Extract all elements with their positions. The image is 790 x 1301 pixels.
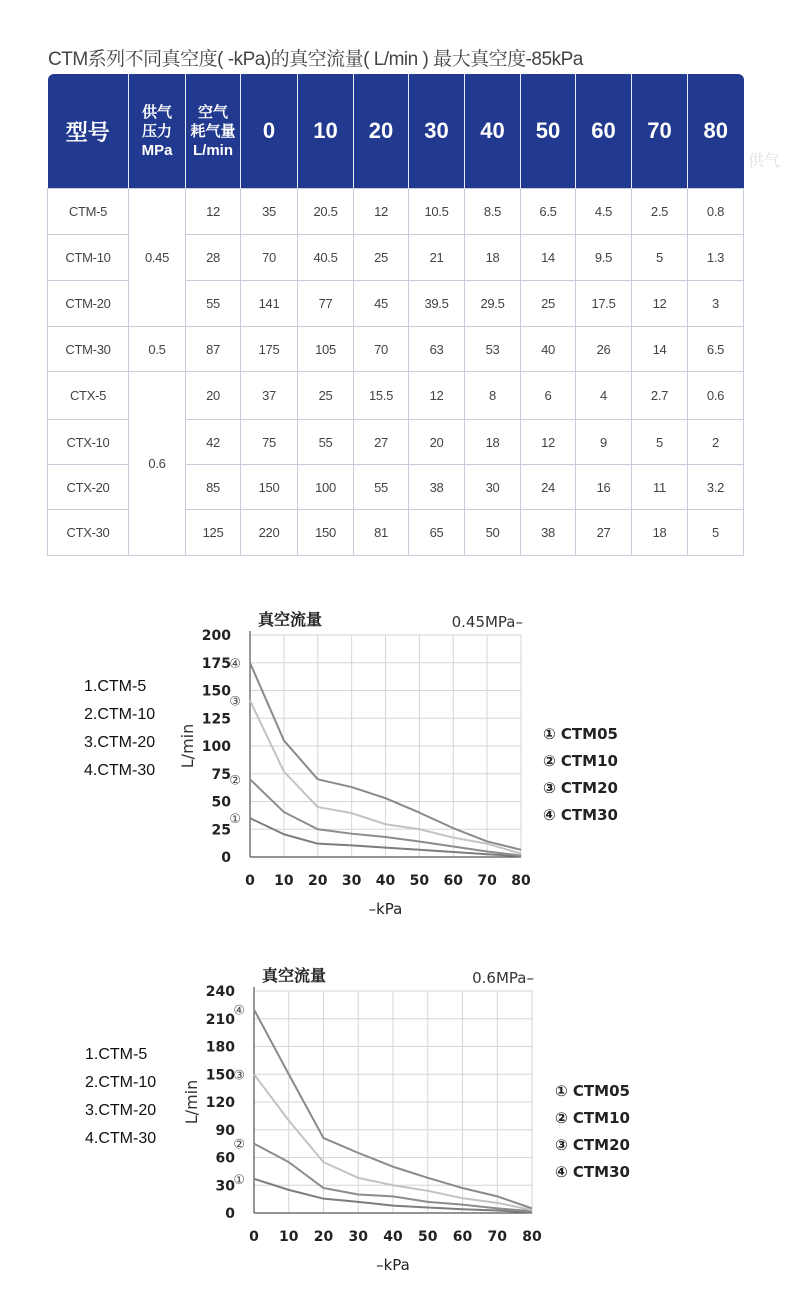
flow-value-cell: 55	[354, 465, 409, 510]
header-vacuum-level: 10	[298, 74, 354, 189]
flow-value-cell: 25	[521, 281, 576, 327]
flow-value-cell: 14	[632, 327, 688, 372]
air-consumption-cell: 12	[186, 189, 241, 235]
y-tick-label: 0	[221, 850, 231, 866]
model-cell: CTX-20	[48, 465, 129, 510]
flow-value-cell: 30	[465, 465, 521, 510]
flow-value-cell: 5	[632, 420, 688, 465]
flow-value-cell: 2.5	[632, 189, 688, 235]
flow-value-cell: 12	[632, 281, 688, 327]
flow-value-cell: 12	[354, 189, 409, 235]
flow-value-cell: 14	[521, 235, 576, 281]
y-tick-label: 30	[215, 1178, 235, 1195]
y-tick-label: 75	[211, 766, 231, 783]
header-vacuum-level: 0	[241, 74, 298, 189]
series-marker: ④	[233, 1003, 245, 1019]
left-legend-item: 2.CTM-10	[84, 706, 156, 723]
model-cell: CTX-30	[48, 510, 129, 556]
legend-item: ③ CTM20	[555, 1136, 630, 1154]
header-vacuum-level: 60	[576, 74, 632, 189]
flow-value-cell: 6	[521, 372, 576, 420]
flow-value-cell: 5	[632, 235, 688, 281]
flow-value-cell: 8.5	[465, 189, 521, 235]
y-tick-label: 90	[215, 1122, 235, 1139]
left-legend-item: 2.CTM-10	[85, 1074, 157, 1091]
left-legend-item: 1.CTM-5	[85, 1046, 148, 1063]
left-legend-item: 4.CTM-30	[85, 1130, 157, 1147]
x-tick-label: 0	[249, 1229, 259, 1245]
flow-value-cell: 39.5	[409, 281, 465, 327]
x-tick-label: 20	[308, 873, 328, 889]
series-marker: ①	[229, 812, 241, 828]
flow-value-cell: 8	[465, 372, 521, 420]
flow-value-cell: 65	[409, 510, 465, 556]
flow-value-cell: 3	[688, 281, 744, 327]
flow-value-cell: 6.5	[688, 327, 744, 372]
y-tick-label: 240	[205, 984, 235, 1000]
x-tick-label: 10	[274, 873, 294, 889]
model-cell: CTX-5	[48, 372, 129, 420]
flow-value-cell: 53	[465, 327, 521, 372]
x-tick-label: 50	[418, 1229, 438, 1245]
flow-value-cell: 77	[298, 281, 354, 327]
y-tick-label: 180	[205, 1039, 235, 1056]
header-vacuum-level: 20	[354, 74, 409, 189]
x-tick-label: 80	[511, 873, 531, 889]
y-tick-label: 210	[205, 1011, 235, 1028]
x-tick-label: 60	[443, 873, 463, 889]
supply-pressure-cell: 0.6	[129, 372, 186, 556]
air-consumption-cell: 85	[186, 465, 241, 510]
pressure-label: 0.45MPa–	[451, 613, 523, 631]
header-supply-pressure-line: MPa	[141, 141, 173, 159]
flow-value-cell: 70	[354, 327, 409, 372]
x-tick-label: 30	[348, 1229, 368, 1245]
legend-item: ① CTM05	[555, 1082, 630, 1100]
model-cell: CTM-5	[48, 189, 129, 235]
header-vacuum-level: 80	[688, 74, 744, 189]
header-air-consumption-line: 耗气量	[190, 122, 236, 140]
flow-value-cell: 20.5	[298, 189, 354, 235]
vacuum-flow-table	[47, 74, 744, 556]
left-legend-item: 3.CTM-20	[85, 1102, 157, 1119]
flow-value-cell: 2	[688, 420, 744, 465]
header-air-consumption-line: L/min	[193, 141, 233, 159]
flow-value-cell: 100	[298, 465, 354, 510]
x-axis-label: –kPa	[368, 900, 403, 918]
flow-value-cell: 5	[688, 510, 744, 556]
flow-value-cell: 18	[465, 420, 521, 465]
flow-value-cell: 1.3	[688, 235, 744, 281]
flow-value-cell: 6.5	[521, 189, 576, 235]
supply-pressure-cell: 0.5	[129, 327, 186, 372]
left-legend-item: 4.CTM-30	[84, 762, 156, 779]
header-air-consumption-line: 空气	[197, 103, 228, 121]
series-marker: ④	[229, 656, 241, 672]
flow-value-cell: 141	[241, 281, 298, 327]
flow-value-cell: 220	[241, 510, 298, 556]
x-tick-label: 10	[279, 1229, 299, 1245]
table-row	[48, 327, 744, 372]
model-cell: CTX-10	[48, 420, 129, 465]
table-row	[48, 372, 744, 420]
flow-value-cell: 27	[576, 510, 632, 556]
flow-value-cell: 18	[465, 235, 521, 281]
chart-06mpa	[0, 960, 790, 1290]
flow-value-cell: 21	[409, 235, 465, 281]
supply-pressure-cell: 0.45	[129, 189, 186, 327]
header-model: 型号	[48, 74, 129, 189]
flow-value-cell: 35	[241, 189, 298, 235]
header-supply-pressure	[129, 74, 186, 189]
chart-045mpa	[0, 600, 790, 930]
y-axis-label: L/min	[182, 1079, 201, 1125]
x-tick-label: 30	[341, 873, 362, 889]
header-supply-pressure-line: 供气	[141, 103, 172, 121]
flow-value-cell: 38	[409, 465, 465, 510]
flow-value-cell: 16	[576, 465, 632, 510]
flow-value-cell: 37	[241, 372, 298, 420]
x-tick-label: 50	[409, 873, 430, 889]
flow-value-cell: 40.5	[298, 235, 354, 281]
legend-item: ④ CTM30	[543, 806, 618, 824]
flow-value-cell: 18	[632, 510, 688, 556]
x-tick-label: 70	[477, 873, 497, 889]
flow-value-cell: 9.5	[576, 235, 632, 281]
flow-value-cell: 105	[298, 327, 354, 372]
flow-value-cell: 2.7	[632, 372, 688, 420]
series-marker: ③	[233, 1068, 245, 1084]
left-legend-item: 1.CTM-5	[84, 678, 147, 695]
flow-value-cell: 15.5	[354, 372, 409, 420]
flow-value-cell: 25	[298, 372, 354, 420]
legend-item: ① CTM05	[543, 725, 618, 743]
flow-value-cell: 4	[576, 372, 632, 420]
ghost-text: 供气	[748, 153, 781, 170]
y-tick-label: 150	[201, 683, 231, 700]
x-tick-label: 60	[452, 1229, 473, 1245]
y-tick-label: 120	[205, 1095, 235, 1111]
flow-value-cell: 175	[241, 327, 298, 372]
flow-value-cell: 25	[354, 235, 409, 281]
table-row	[48, 189, 744, 235]
flow-value-cell: 20	[409, 420, 465, 465]
flow-value-cell: 63	[409, 327, 465, 372]
flow-value-cell: 12	[521, 420, 576, 465]
flow-value-cell: 12	[409, 372, 465, 420]
y-tick-label: 100	[201, 739, 231, 755]
table-header-row	[48, 74, 744, 189]
flow-value-cell: 29.5	[465, 281, 521, 327]
flow-value-cell: 75	[241, 420, 298, 465]
flow-value-cell: 55	[298, 420, 354, 465]
x-tick-label: 80	[522, 1229, 542, 1245]
flow-value-cell: 50	[465, 510, 521, 556]
header-vacuum-level: 50	[521, 74, 576, 189]
header-air-consumption	[186, 74, 241, 189]
series-marker: ③	[229, 694, 241, 710]
flow-value-cell: 150	[298, 510, 354, 556]
series-marker: ②	[229, 773, 241, 789]
series-marker: ①	[233, 1172, 245, 1188]
series-marker: ②	[233, 1137, 245, 1153]
y-tick-label: 50	[211, 794, 231, 811]
x-tick-label: 20	[313, 1229, 334, 1245]
air-consumption-cell: 42	[186, 420, 241, 465]
flow-value-cell: 24	[521, 465, 576, 510]
x-tick-label: 70	[487, 1229, 507, 1245]
flow-value-cell: 10.5	[409, 189, 465, 235]
flow-value-cell: 27	[354, 420, 409, 465]
flow-value-cell: 4.5	[576, 189, 632, 235]
model-cell: CTM-10	[48, 235, 129, 281]
header-vacuum-level: 30	[409, 74, 465, 189]
flow-value-cell: 150	[241, 465, 298, 510]
header-vacuum-level: 70	[632, 74, 688, 189]
flow-value-cell: 11	[632, 465, 688, 510]
chart-title: 真空流量	[262, 966, 327, 985]
y-tick-label: 25	[211, 822, 231, 839]
x-tick-label: 40	[375, 873, 396, 889]
spec-table-container	[47, 74, 743, 556]
y-tick-label: 150	[205, 1067, 235, 1084]
air-consumption-cell: 125	[186, 510, 241, 556]
air-consumption-cell: 87	[186, 327, 241, 372]
y-axis-label: L/min	[178, 723, 197, 769]
air-consumption-cell: 20	[186, 372, 241, 420]
legend-item: ④ CTM30	[555, 1163, 630, 1181]
x-tick-label: 0	[245, 873, 255, 889]
flow-value-cell: 26	[576, 327, 632, 372]
pressure-label: 0.6MPa–	[472, 969, 534, 987]
table-body	[48, 189, 744, 556]
header-vacuum-level: 40	[465, 74, 521, 189]
flow-value-cell: 40	[521, 327, 576, 372]
flow-value-cell: 81	[354, 510, 409, 556]
flow-value-cell: 3.2	[688, 465, 744, 510]
legend-item: ② CTM10	[555, 1109, 630, 1127]
flow-value-cell: 38	[521, 510, 576, 556]
y-tick-label: 175	[201, 655, 231, 672]
model-cell: CTM-20	[48, 281, 129, 327]
y-tick-label: 60	[215, 1150, 235, 1167]
y-tick-label: 200	[201, 628, 231, 644]
model-cell: CTM-30	[48, 327, 129, 372]
x-tick-label: 40	[383, 1229, 403, 1245]
x-axis-label: –kPa	[376, 1256, 410, 1274]
chart-title: 真空流量	[258, 610, 323, 629]
flow-value-cell: 9	[576, 420, 632, 465]
legend-item: ③ CTM20	[543, 779, 618, 797]
flow-value-cell: 0.8	[688, 189, 744, 235]
page-title: CTM系列不同真空度( -kPa)的真空流量( L/min ) 最大真空度-85kPa	[48, 49, 583, 70]
flow-value-cell: 70	[241, 235, 298, 281]
y-tick-label: 125	[201, 711, 231, 728]
left-legend-item: 3.CTM-20	[84, 734, 156, 751]
flow-value-cell: 0.6	[688, 372, 744, 420]
air-consumption-cell: 55	[186, 281, 241, 327]
y-tick-label: 0	[225, 1206, 235, 1222]
legend-item: ② CTM10	[543, 752, 618, 770]
header-supply-pressure-line: 压力	[141, 122, 172, 140]
flow-value-cell: 45	[354, 281, 409, 327]
flow-value-cell: 17.5	[576, 281, 632, 327]
air-consumption-cell: 28	[186, 235, 241, 281]
